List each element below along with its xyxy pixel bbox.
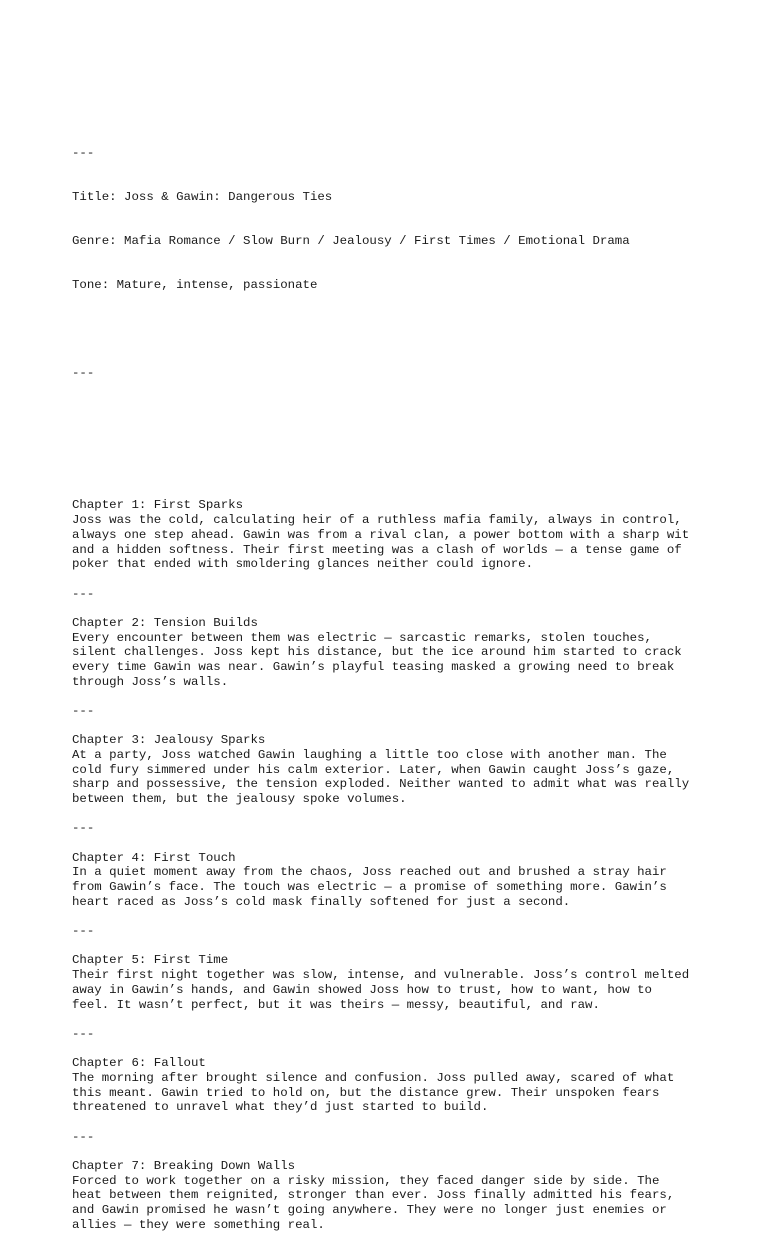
chapter-section (72, 733, 712, 850)
chapter-section (72, 1056, 712, 1159)
chapter-heading: Chapter 5: First Time (72, 953, 229, 968)
chapter-section (72, 616, 712, 733)
separator: --- (72, 145, 95, 160)
chapter-body (72, 631, 712, 690)
chapter-body (72, 968, 712, 1012)
chapter-body (72, 1174, 712, 1233)
separator: --- (72, 821, 95, 836)
blank-line (72, 939, 712, 954)
document-page (72, 87, 712, 1247)
blank-line (72, 1144, 712, 1159)
body-line: The morning after brought silence and confusion. Joss pulled away, scared of what (72, 1070, 675, 1085)
body-line: and a hidden softness. Their first meeting was a clash of worlds — a tense game of (72, 542, 682, 557)
title-line: Title: Joss & Gawin: Dangerous Ties (72, 189, 333, 204)
chapter-body (72, 748, 712, 807)
body-line: every time Gawin was near. Gawin’s playful teasing masked a growing need to break (72, 659, 675, 674)
body-line: Forced to work together on a risky mission, they faced danger side by side. The (72, 1173, 660, 1188)
blank-line (72, 1042, 712, 1057)
chapter-heading: Chapter 4: First Touch (72, 850, 236, 865)
blank-line (72, 601, 712, 616)
body-line: always one step ahead. Gawin was from a rival clan, a power bottom with a sharp wit (72, 527, 690, 542)
blank-line (72, 689, 712, 704)
blank-line (72, 910, 712, 925)
chapter-section (72, 1159, 712, 1233)
separator: --- (72, 366, 95, 381)
chapter-heading: Chapter 3: Jealousy Sparks (72, 733, 266, 748)
separator: --- (72, 1026, 95, 1041)
chapter-body (72, 513, 712, 572)
blank-line (72, 836, 712, 851)
body-line: heat between them reignited, stronger than ever. Joss finally admitted his fears, (72, 1188, 675, 1203)
blank-line (72, 1115, 712, 1130)
body-line: sharp and possessive, the tension exploded. Neither wanted to admit what was really (72, 777, 690, 792)
body-line: Their first night together was slow, intense, and vulnerable. Joss’s control melted (72, 968, 690, 983)
chapter-section (72, 851, 712, 954)
body-line: In a quiet moment away from the chaos, Joss reached out and brushed a stray hair (72, 865, 667, 880)
tone-line: Tone: Mature, intense, passionate (72, 278, 318, 293)
body-line: At a party, Joss watched Gawin laughing a little too close with another man. The (72, 747, 667, 762)
chapter-heading: Chapter 6: Fallout (72, 1056, 206, 1071)
body-line: allies — they were something real. (72, 1217, 325, 1232)
blank-line (72, 572, 712, 587)
body-line: between them, but the jealousy spoke volumes. (72, 792, 407, 807)
body-line: heart raced as Joss’s cold mask finally softened for just a second. (72, 894, 571, 909)
separator: --- (72, 1129, 95, 1144)
blank-line (72, 410, 712, 425)
blank-line (72, 719, 712, 734)
chapter-section (72, 498, 712, 615)
body-line: cold fury simmered under his calm exterior. Later, when Gawin caught Joss’s gaze, (72, 762, 675, 777)
body-line: poker that ended with smoldering glances neither could ignore. (72, 557, 534, 572)
body-line: and Gawin promised he wasn’t going anywhere. They were no longer just enemies or (72, 1202, 667, 1217)
chapter-list (72, 498, 712, 1232)
body-line: through Joss’s walls. (72, 674, 229, 689)
chapter-heading: Chapter 1: First Sparks (72, 498, 244, 513)
body-line: from Gawin’s face. The touch was electric — a promise of something more. Gawin’s (72, 880, 667, 895)
chapter-body (72, 1071, 712, 1115)
body-line: feel. It wasn’t perfect, but it was theirs — messy, beautiful, and raw. (72, 997, 600, 1012)
body-line: Joss was the cold, calculating heir of a ruthless mafia family, always in control, (72, 513, 682, 528)
blank-line (72, 1012, 712, 1027)
chapter-heading: Chapter 2: Tension Builds (72, 615, 258, 630)
chapter-section (72, 953, 712, 1056)
body-line: silent challenges. Joss kept his distance, but the ice around him started to crack (72, 645, 682, 660)
body-line: this meant. Gawin tried to hold on, but the distance grew. Their unspoken fears (72, 1085, 660, 1100)
separator: --- (72, 586, 95, 601)
body-line: away in Gawin’s hands, and Gawin showed Joss how to trust, how to want, how to (72, 982, 652, 997)
chapter-heading: Chapter 7: Breaking Down Walls (72, 1158, 296, 1173)
separator: --- (72, 703, 95, 718)
body-line: threatened to unravel what they’d just started to build. (72, 1100, 489, 1115)
body-line: Every encounter between them was electric — sarcastic remarks, stolen touches, (72, 630, 652, 645)
chapter-body (72, 865, 712, 909)
blank-line (72, 807, 712, 822)
separator: --- (72, 924, 95, 939)
document-header (72, 116, 712, 454)
genre-line: Genre: Mafia Romance / Slow Burn / Jealousy / First Times / Emotional Drama (72, 234, 630, 249)
blank-line (72, 322, 712, 337)
